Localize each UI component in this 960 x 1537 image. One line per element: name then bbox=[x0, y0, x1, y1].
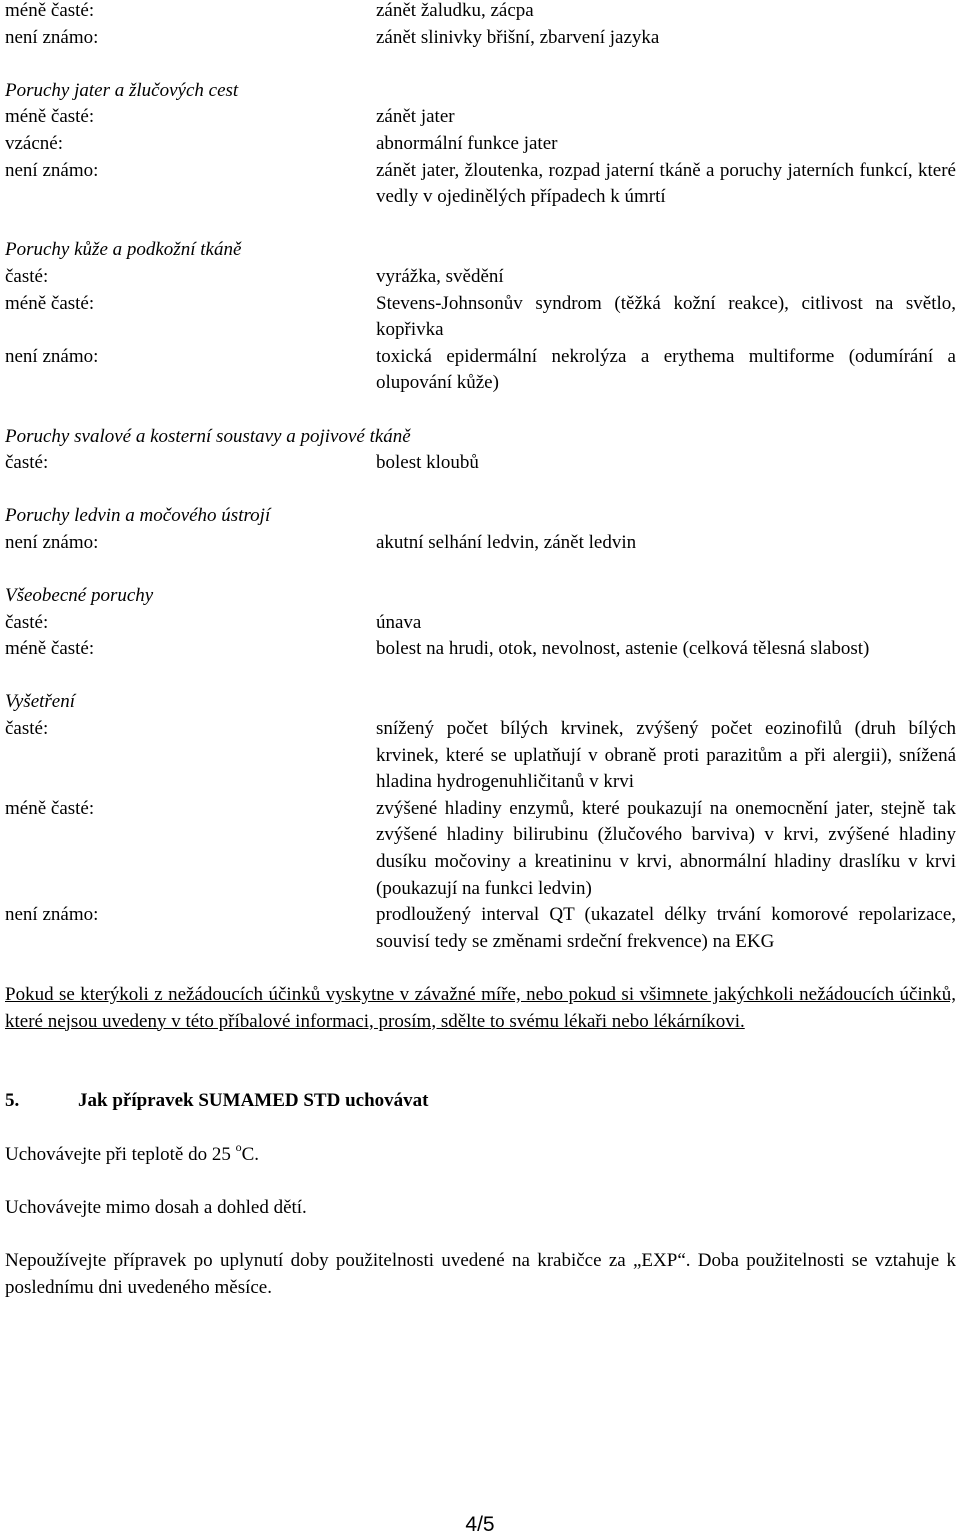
category-heading-musculoskeletal: Poruchy svalové a kosterní soustavy a pojivové tkáně bbox=[5, 425, 411, 447]
side-effects-notice: Pokud se kterýkoli z nežádoucích účinků vyskytne v závažné míře, nebo pokud si všimnete jakýchkoli nežádoucích účinků, které nejsou uvedeny v této příbalové informaci, prosím, sdělte to svému lékaři nebo lékárníkovi. bbox=[5, 983, 956, 1032]
adverse-row bbox=[5, 796, 956, 902]
effect-text: zvýšené hladiny enzymů, které poukazují na onemocnění jater, stejně tak zvýšené hladiny bilirubinu (žlučového barviva) v krvi, zvýšené hladiny dusíku močoviny a kreatininu v krvi, abnormální hladiny draslíku v krvi (poukazují na funkci ledvin) bbox=[376, 797, 956, 899]
adverse-row bbox=[5, 104, 956, 131]
adverse-row bbox=[5, 344, 956, 397]
frequency-label: není známo: bbox=[5, 26, 99, 48]
frequency-label: není známo: bbox=[5, 345, 99, 367]
effect-text: toxická epidermální nekrolýza a erythema multiforme (odumírání a olupování kůže) bbox=[376, 345, 956, 394]
adverse-row bbox=[5, 610, 956, 637]
frequency-label: méně časté: bbox=[5, 638, 95, 660]
adverse-row bbox=[5, 131, 956, 158]
effect-text: akutní selhání ledvin, zánět ledvin bbox=[376, 531, 637, 553]
category-heading-skin: Poruchy kůže a podkožní tkáně bbox=[5, 239, 242, 261]
adverse-row bbox=[5, 291, 956, 344]
frequency-label: časté: bbox=[5, 452, 49, 474]
effect-text: vyrážka, svědění bbox=[376, 265, 504, 287]
adverse-row bbox=[5, 716, 956, 796]
frequency-label: méně časté: bbox=[5, 797, 95, 819]
adverse-row bbox=[5, 530, 956, 557]
effect-text: Stevens-Johnsonův syndrom (těžká kožní reakce), citlivost na světlo, kopřivka bbox=[376, 292, 956, 341]
effect-text: abnormální funkce jater bbox=[376, 132, 558, 154]
category-heading-general: Všeobecné poruchy bbox=[5, 585, 154, 607]
frequency-label: časté: bbox=[5, 611, 49, 633]
effect-text: zánět žaludku, zácpa bbox=[376, 0, 534, 21]
section-number: 5. bbox=[5, 1090, 20, 1112]
effect-text: snížený počet bílých krvinek, zvýšený počet eozinofilů (druh bílých krvinek, které se uplatňují v obraně proti parazitům a při alergii), snížená hladina hydrogenuhličitanů v krvi bbox=[376, 718, 956, 793]
adverse-row bbox=[5, 25, 956, 52]
frequency-label: není známo: bbox=[5, 904, 99, 926]
section-heading bbox=[5, 1088, 956, 1115]
effect-text: zánět jater, žloutenka, rozpad jaterní tkáně a poruchy jaterních funkcí, které vedly v ojedinělých případech k úmrtí bbox=[376, 159, 956, 208]
storage-text: Uchovávejte při teplotě do 25 bbox=[5, 1143, 236, 1165]
frequency-label: není známo: bbox=[5, 159, 99, 181]
frequency-label: méně časté: bbox=[5, 106, 95, 128]
frequency-label: méně časté: bbox=[5, 292, 95, 314]
adverse-row bbox=[5, 636, 956, 663]
adverse-row bbox=[5, 158, 956, 211]
category-heading-investigations: Vyšetření bbox=[5, 691, 76, 713]
frequency-label: méně časté: bbox=[5, 0, 95, 21]
frequency-label: časté: bbox=[5, 718, 49, 740]
effect-text: zánět jater bbox=[376, 106, 455, 128]
effect-text: prodloužený interval QT (ukazatel délky trvání komorové repolarizace, souvisí tedy se změnami srdeční frekvence) na EKG bbox=[376, 904, 956, 952]
category-heading-liver: Poruchy jater a žlučových cest bbox=[5, 79, 239, 101]
storage-children: Uchovávejte mimo dosah a dohled dětí. bbox=[5, 1196, 307, 1218]
adverse-row bbox=[5, 902, 956, 955]
storage-expiry: Nepoužívejte přípravek po uplynutí doby použitelnosti uvedené na krabičce za „EXP“. Doba použitelnosti se vztahuje k poslednímu dni uvedeného měsíce. bbox=[5, 1249, 956, 1298]
adverse-row bbox=[5, 264, 956, 291]
page-number: 4/5 bbox=[465, 1513, 495, 1536]
effect-text: únava bbox=[376, 611, 422, 633]
adverse-row bbox=[5, 0, 956, 25]
storage-temperature bbox=[5, 1139, 956, 1169]
effect-text: bolest kloubů bbox=[376, 452, 479, 474]
frequency-label: časté: bbox=[5, 265, 49, 287]
effect-text: zánět slinivky břišní, zbarvení jazyka bbox=[376, 26, 660, 48]
frequency-label: vzácné: bbox=[5, 132, 64, 154]
adverse-row bbox=[5, 450, 956, 477]
section-title: Jak přípravek SUMAMED STD uchovávat bbox=[78, 1090, 429, 1112]
frequency-label: není známo: bbox=[5, 531, 99, 553]
leaflet-page bbox=[5, 0, 956, 1301]
category-heading-kidney: Poruchy ledvin a močového ústrojí bbox=[5, 505, 271, 527]
storage-unit: C. bbox=[241, 1143, 260, 1165]
degree-sign: o bbox=[235, 1139, 242, 1154]
effect-text: bolest na hrudi, otok, nevolnost, astenie (celková tělesná slabost) bbox=[376, 638, 870, 660]
